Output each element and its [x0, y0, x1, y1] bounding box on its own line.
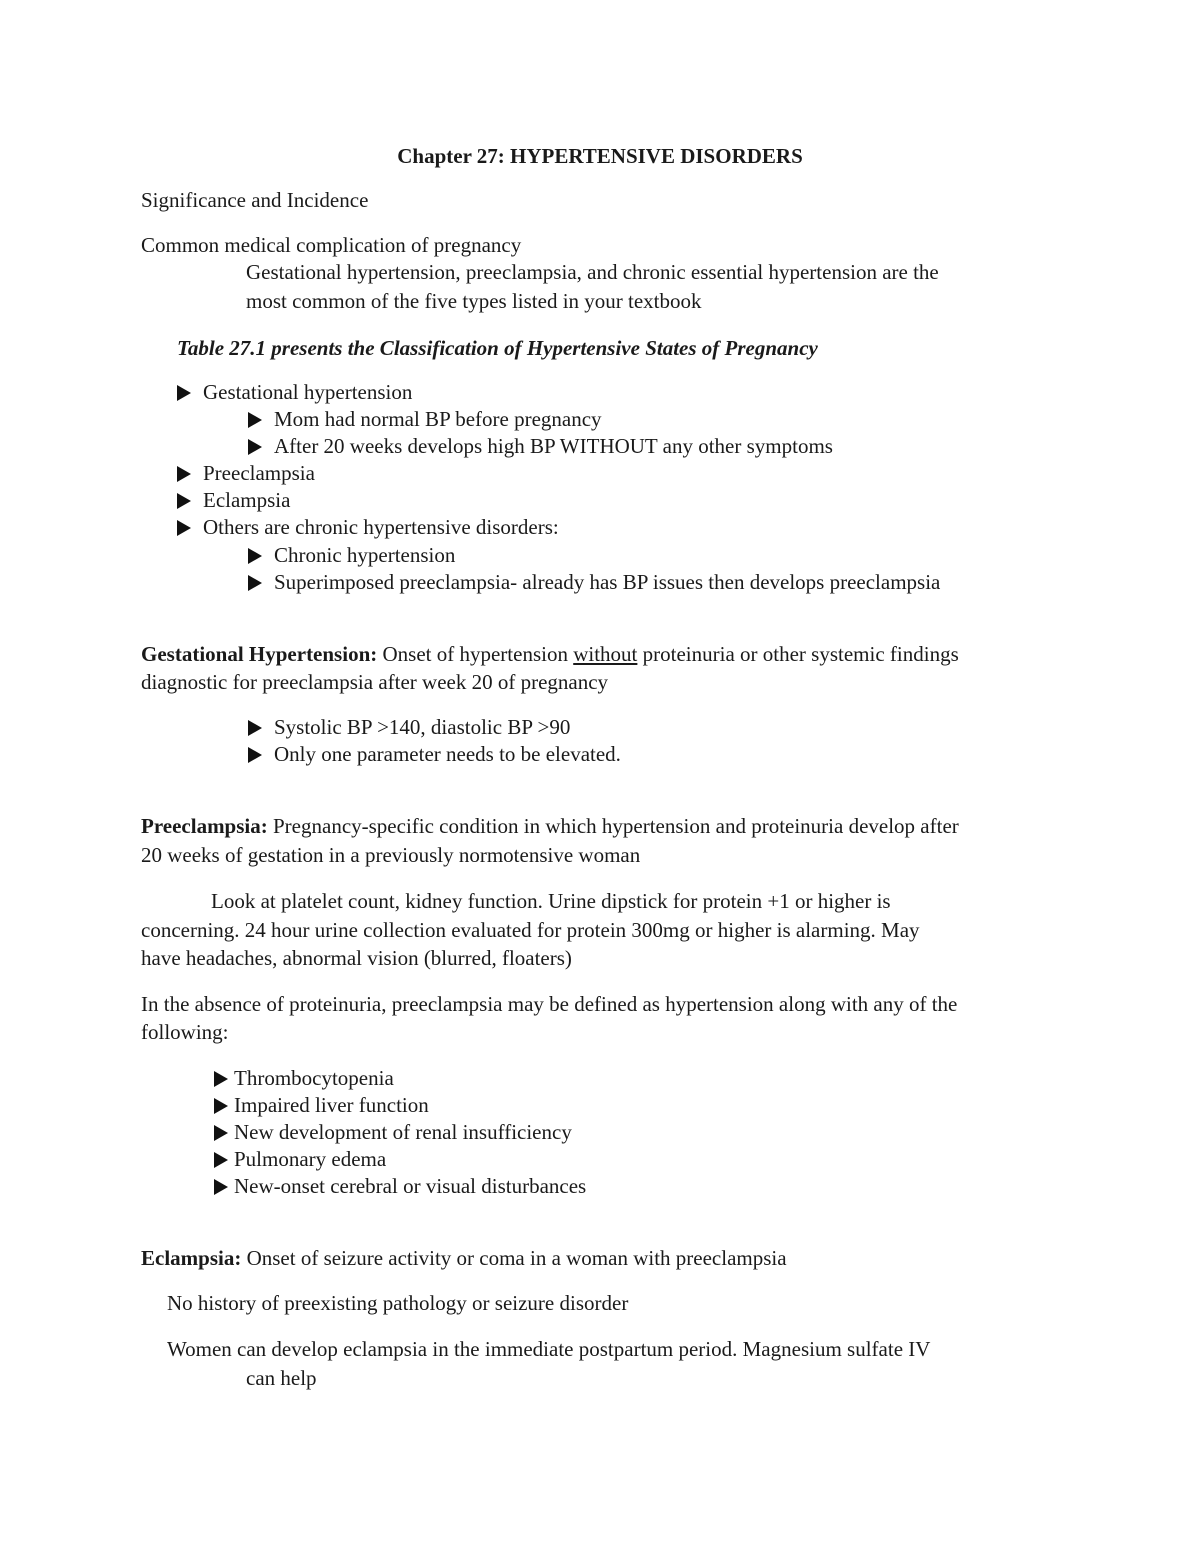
- table-reference: Table 27.1 presents the Classification of Hypertensive States of Pregnancy: [177, 336, 818, 360]
- definition-continuation: diagnostic for preeclampsia after week 20 of pregnancy: [141, 670, 609, 694]
- arrow-bullet-icon: [177, 520, 191, 536]
- paragraph-line: Women can develop eclampsia in the immediate postpartum period. Magnesium sulfate IV: [167, 1337, 931, 1361]
- paragraph-line: have headaches, abnormal vision (blurred, floaters): [141, 946, 572, 970]
- section-heading-significance: Significance and Incidence: [141, 188, 369, 212]
- list-subitem: After 20 weeks develops high BP WITHOUT any other symptoms: [248, 433, 833, 459]
- list-item: Eclampsia: [177, 487, 290, 513]
- arrow-bullet-icon: [214, 1179, 228, 1195]
- arrow-bullet-icon: [248, 548, 262, 564]
- paragraph-line: following:: [141, 1020, 229, 1044]
- paragraph-line: can help: [246, 1366, 317, 1390]
- list-item: Gestational hypertension: [177, 379, 412, 405]
- eclampsia-definition: Eclampsia: Onset of seizure activity or coma in a woman with preeclampsia: [141, 1246, 787, 1270]
- intro-detail-line-1: Gestational hypertension, preeclampsia, and chronic essential hypertension are the: [246, 260, 939, 284]
- paragraph-line: In the absence of proteinuria, preeclampsia may be defined as hypertension along with any of the: [141, 992, 958, 1016]
- paragraph-line: concerning. 24 hour urine collection evaluated for protein 300mg or higher is alarming. May: [141, 918, 920, 942]
- intro-line: Common medical complication of pregnancy: [141, 233, 522, 257]
- arrow-bullet-icon: [214, 1098, 228, 1114]
- list-item: Thrombocytopenia: [214, 1065, 394, 1091]
- term-label: Eclampsia:: [141, 1246, 242, 1270]
- arrow-bullet-icon: [248, 439, 262, 455]
- arrow-bullet-icon: [177, 385, 191, 401]
- arrow-bullet-icon: [214, 1125, 228, 1141]
- arrow-bullet-icon: [248, 747, 262, 763]
- term-label: Preeclampsia:: [141, 814, 268, 838]
- arrow-bullet-icon: [214, 1152, 228, 1168]
- list-item: Impaired liver function: [214, 1092, 429, 1118]
- list-item: Others are chronic hypertensive disorders:: [177, 514, 559, 540]
- paragraph-line: Look at platelet count, kidney function. Urine dipstick for protein +1 or higher is: [211, 889, 891, 913]
- term-label: Gestational Hypertension:: [141, 642, 378, 666]
- paragraph-line: No history of preexisting pathology or seizure disorder: [167, 1291, 629, 1315]
- arrow-bullet-icon: [177, 493, 191, 509]
- chapter-title: Chapter 27: HYPERTENSIVE DISORDERS: [397, 144, 803, 168]
- preeclampsia-definition: Preeclampsia: Pregnancy-specific condition in which hypertension and proteinuria develop after: [141, 814, 959, 838]
- definition-continuation: 20 weeks of gestation in a previously normotensive woman: [141, 843, 641, 867]
- arrow-bullet-icon: [248, 412, 262, 428]
- list-item: Pulmonary edema: [214, 1146, 386, 1172]
- intro-detail-line-2: most common of the five types listed in your textbook: [246, 289, 702, 313]
- list-item: New development of renal insufficiency: [214, 1119, 572, 1145]
- arrow-bullet-icon: [248, 575, 262, 591]
- arrow-bullet-icon: [248, 720, 262, 736]
- list-item: New-onset cerebral or visual disturbances: [214, 1173, 586, 1199]
- list-subitem: Mom had normal BP before pregnancy: [248, 406, 602, 432]
- list-subitem: Only one parameter needs to be elevated.: [248, 741, 621, 767]
- list-subitem: Chronic hypertension: [248, 542, 455, 568]
- arrow-bullet-icon: [214, 1071, 228, 1087]
- list-subitem: Systolic BP >140, diastolic BP >90: [248, 714, 570, 740]
- list-item: Preeclampsia: [177, 460, 315, 486]
- gestational-hypertension-definition: Gestational Hypertension: Onset of hypertension without proteinuria or other systemic findings: [141, 642, 959, 666]
- arrow-bullet-icon: [177, 466, 191, 482]
- list-subitem: Superimposed preeclampsia- already has BP issues then develops preeclampsia: [248, 569, 940, 595]
